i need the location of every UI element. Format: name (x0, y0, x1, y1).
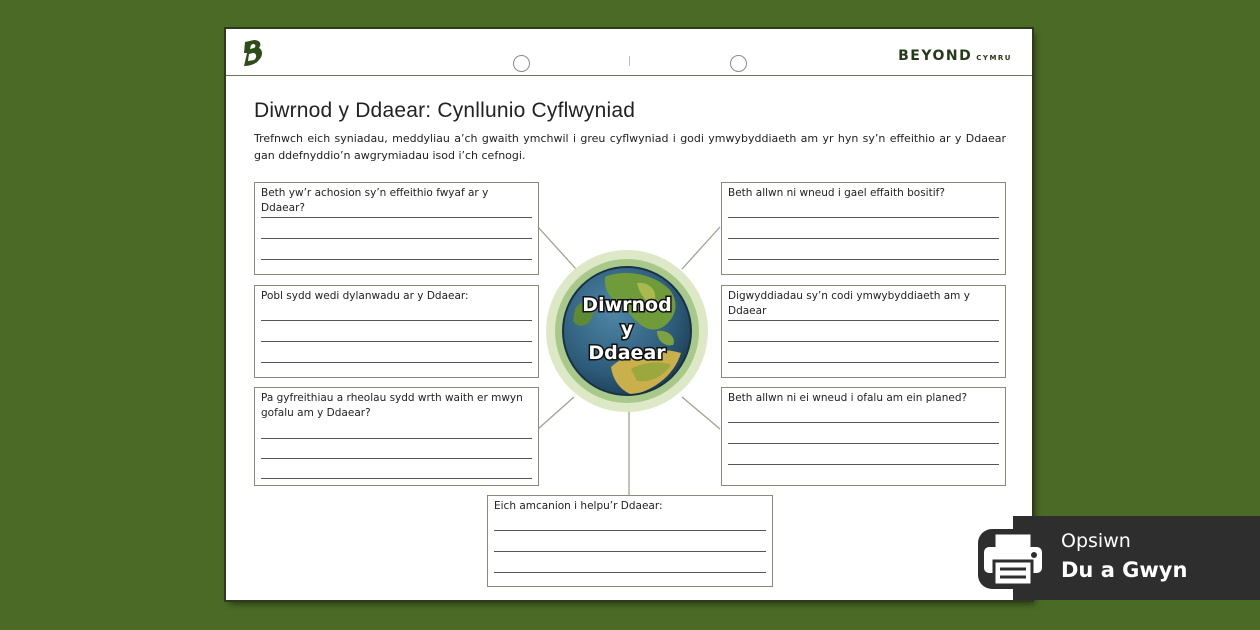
box-people-prompt: Pobl sydd wedi dylanwadu ar y Ddaear: (261, 290, 469, 302)
page-title: Diwrnod y Ddaear: Cynllunio Cyflwyniad (254, 99, 636, 122)
writing-line (728, 320, 999, 321)
writing-line (728, 362, 999, 363)
writing-line (494, 551, 766, 552)
writing-line (261, 458, 532, 459)
writing-line (728, 341, 999, 342)
print-option-badge[interactable] (1013, 516, 1260, 600)
writing-line (261, 238, 532, 239)
worksheet-page (226, 29, 1032, 600)
central-globe (545, 249, 709, 413)
box-causes-prompt: Beth yw’r achosion sy’n effeithio fwyaf ar y Ddaear? (261, 187, 489, 214)
writing-line (261, 478, 532, 479)
writing-line (728, 422, 999, 423)
box-positive-impact-prompt: Beth allwn ni wneud i gael effaith bositif? (728, 187, 945, 199)
printer-icon (976, 527, 1050, 591)
print-option-label: Opsiwn (1061, 530, 1131, 552)
box-positive-impact (721, 182, 1006, 275)
writing-line (728, 259, 999, 260)
box-laws-prompt: Pa gyfreithiau a rheolau sydd wrth waith er mwyn gofalu am y Ddaear? (261, 392, 523, 419)
box-laws (254, 387, 539, 486)
box-events-prompt: Digwyddiadau sy’n codi ymwybyddiaeth am y Ddaear (728, 290, 970, 317)
print-option-value: Du a Gwyn (1061, 558, 1188, 582)
writing-line (728, 217, 999, 218)
globe-label-line-3: Ddaear (588, 342, 666, 364)
writing-line (261, 362, 532, 363)
brand-sub: CYMRU (976, 54, 1012, 62)
writing-line (261, 438, 532, 439)
writing-line (728, 443, 999, 444)
box-goals (487, 495, 773, 587)
box-people (254, 285, 539, 378)
box-events (721, 285, 1006, 378)
box-care-planet-prompt: Beth allwn ni ei wneud i ofalu am ein planed? (728, 392, 968, 404)
globe-label-line-1: Diwrnod (582, 294, 672, 316)
brand-main: BEYOND (898, 48, 973, 64)
writing-line (728, 464, 999, 465)
writing-line (261, 320, 532, 321)
writing-line (494, 572, 766, 573)
globe-label-line-2: y (620, 318, 634, 340)
writing-line (494, 530, 766, 531)
writing-line (261, 259, 532, 260)
intro-text: Trefnwch eich syniadau, meddyliau a’ch gwaith ymchwil i greu cyflwyniad i godi ymwybyddiaeth am yr hyn sy’n effeithio ar y Ddaear gan ddefnyddio’n awgrymiadau isod i’ch cefnogi. (254, 132, 1006, 162)
box-care-planet (721, 387, 1006, 486)
writing-line (261, 341, 532, 342)
box-causes (254, 182, 539, 275)
writing-line (728, 238, 999, 239)
writing-line (261, 217, 532, 218)
box-goals-prompt: Eich amcanion i helpu’r Ddaear: (494, 500, 663, 512)
